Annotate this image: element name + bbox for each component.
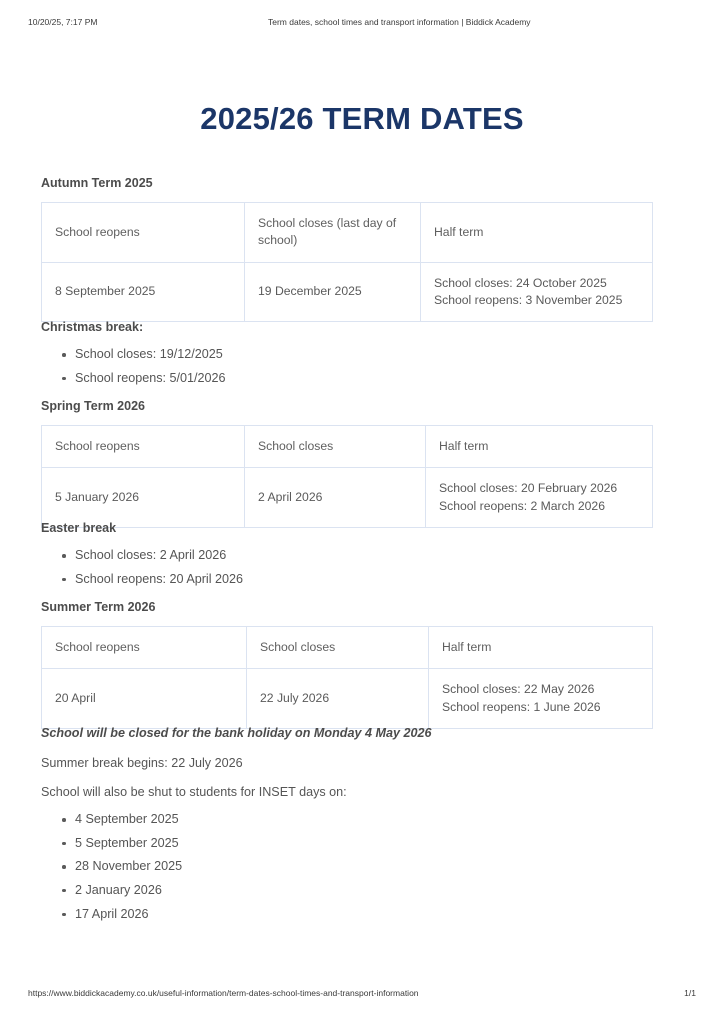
spring-value-reopens: 5 January 2026	[42, 468, 245, 528]
note-summer-break: Summer break begins: 22 July 2026	[41, 756, 243, 770]
summer-value-closes: 22 July 2026	[247, 669, 429, 729]
list-item: 5 September 2025	[41, 835, 653, 853]
footer-page-number: 1/1	[684, 988, 696, 998]
section-easter-break	[41, 521, 653, 588]
table-spring-term	[41, 425, 653, 528]
spring-half-term-closes: School closes: 20 February 2026	[439, 481, 618, 496]
heading-autumn-term: Autumn Term 2025	[41, 176, 153, 190]
autumn-header-half-term: Half term	[421, 203, 653, 263]
summer-value-reopens: 20 April	[42, 669, 247, 729]
table-row-header	[42, 426, 653, 468]
section-spring-term	[41, 399, 653, 528]
list-item: School reopens: 5/01/2026	[41, 370, 653, 388]
heading-spring-term: Spring Term 2026	[41, 399, 145, 413]
section-inset-days	[41, 811, 653, 923]
list-item: 17 April 2026	[41, 906, 653, 924]
autumn-value-closes: 19 December 2025	[245, 262, 421, 322]
note-inset-intro: School will also be shut to students for INSET days on:	[41, 785, 347, 799]
heading-easter-break: Easter break	[41, 521, 117, 535]
list-item: 4 September 2025	[41, 811, 653, 829]
spring-header-half-term: Half term	[426, 426, 653, 468]
print-footer	[0, 988, 724, 1002]
summer-header-half-term: Half term	[429, 627, 653, 669]
note-bank-holiday: School will be closed for the bank holiday on Monday 4 May 2026	[41, 726, 432, 740]
spring-value-half-term	[426, 468, 653, 528]
print-page-title: Term dates, school times and transport information | Biddick Academy	[268, 17, 531, 27]
print-header	[0, 17, 724, 31]
table-row-header	[42, 627, 653, 669]
note-bank-holiday-wrap	[41, 724, 653, 743]
spring-half-term-reopens: School reopens: 2 March 2026	[439, 498, 605, 513]
summer-value-half-term	[429, 669, 653, 729]
summer-half-term-reopens: School reopens: 1 June 2026	[442, 699, 601, 714]
list-inset-days	[41, 811, 653, 923]
autumn-header-closes: School closes (last day of school)	[245, 203, 421, 263]
print-date: 10/20/25, 7:17 PM	[28, 17, 98, 27]
note-inset-intro-wrap	[41, 783, 653, 802]
table-row	[42, 669, 653, 729]
autumn-half-term-closes: School closes: 24 October 2025	[434, 275, 607, 290]
spring-header-reopens: School reopens	[42, 426, 245, 468]
autumn-header-reopens: School reopens	[42, 203, 245, 263]
summer-header-reopens: School reopens	[42, 627, 247, 669]
spring-value-closes: 2 April 2026	[245, 468, 426, 528]
list-item: School closes: 19/12/2025	[41, 346, 653, 364]
list-item: 28 November 2025	[41, 858, 653, 876]
page-title: 2025/26 TERM DATES	[200, 100, 524, 136]
autumn-value-half-term	[421, 262, 653, 322]
table-summer-term	[41, 626, 653, 729]
note-summer-break-wrap	[41, 754, 653, 773]
list-easter-break	[41, 547, 653, 588]
footer-url: https://www.biddickacademy.co.uk/useful-information/term-dates-school-times-and-transport-information	[28, 988, 419, 998]
list-christmas-break	[41, 346, 653, 387]
spring-header-closes: School closes	[245, 426, 426, 468]
list-item: School closes: 2 April 2026	[41, 547, 653, 565]
table-row	[42, 262, 653, 322]
table-row	[42, 468, 653, 528]
autumn-half-term-reopens: School reopens: 3 November 2025	[434, 292, 623, 307]
heading-christmas-break: Christmas break:	[41, 320, 144, 334]
autumn-value-reopens: 8 September 2025	[42, 262, 245, 322]
summer-half-term-closes: School closes: 22 May 2026	[442, 682, 595, 697]
list-item: School reopens: 20 April 2026	[41, 571, 653, 589]
table-autumn-term	[41, 202, 653, 322]
section-summer-term	[41, 600, 653, 729]
section-autumn-term	[41, 176, 653, 322]
list-item: 2 January 2026	[41, 882, 653, 900]
heading-summer-term: Summer Term 2026	[41, 600, 156, 614]
table-row-header	[42, 203, 653, 263]
section-christmas-break	[41, 320, 653, 387]
summer-header-closes: School closes	[247, 627, 429, 669]
